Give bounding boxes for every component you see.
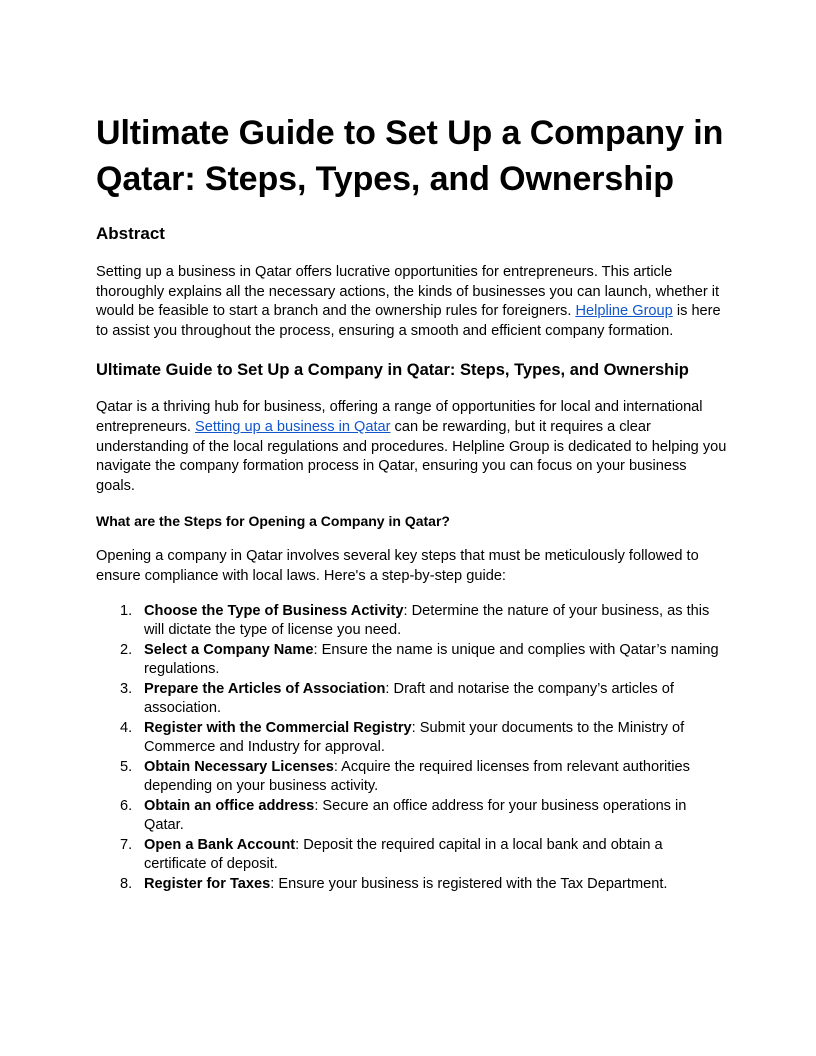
- step-number: 6.: [120, 797, 133, 814]
- section-heading: Ultimate Guide to Set Up a Company in Qatar: Steps, Types, and Ownership: [96, 361, 689, 380]
- helpline-group-link[interactable]: Helpline Group: [575, 303, 673, 320]
- setting-up-business-link[interactable]: Setting up a business in Qatar: [194, 418, 391, 435]
- steps-heading: What are the Steps for Opening a Company in Qatar?: [96, 513, 450, 530]
- step-item: [96, 758, 728, 797]
- step-number: 2.: [120, 641, 133, 658]
- step-item: [96, 875, 728, 895]
- abstract-paragraph: [96, 263, 728, 341]
- step-number: 5.: [120, 758, 133, 775]
- step-term: Prepare the Articles of Association: [144, 680, 386, 697]
- step-item: [96, 797, 728, 836]
- step-number: 8.: [120, 875, 133, 892]
- step-description: : Determine the nature of your business, as this will dictate the type of license you need.: [144, 602, 710, 639]
- steps-list: [96, 602, 728, 895]
- steps-intro-paragraph: Opening a company in Qatar involves several key steps that must be meticulously followed to ensure compliance with local laws. Here's a step-by-step guide:: [96, 548, 699, 584]
- step-number: 7.: [120, 836, 133, 853]
- step-item: [96, 680, 728, 719]
- step-number: 4.: [120, 719, 133, 736]
- step-number: 3.: [120, 680, 133, 697]
- step-term: Open a Bank Account: [144, 836, 296, 853]
- step-description: : Submit your documents to the Ministry of Commerce and Industry for approval.: [144, 719, 685, 756]
- abstract-text-start: Setting up a business in Qatar offers lucrative opportunities for entrepreneurs. This article thoroughly explains all the necessary actions, the kinds of businesses you can launch, whether it would be feasible to start a branch and the ownership rules for foreigners.: [96, 264, 720, 320]
- abstract-heading: Abstract: [96, 224, 165, 243]
- intro-text-end: can be rewarding, but it requires a clear understanding of the local regulations and procedures. Helpline Group is dedicated to helping you navigate the company formation process in Qatar, ensuring you can focus on your business goals.: [96, 418, 727, 494]
- abstract-text-end: is here to assist you throughout the process, ensuring a smooth and efficient company formation.: [96, 303, 721, 339]
- step-item: [96, 836, 728, 875]
- intro-paragraph: [96, 398, 728, 496]
- step-item: [96, 602, 728, 641]
- step-term: Select a Company Name: [144, 641, 314, 658]
- step-term: Obtain an office address: [144, 797, 315, 814]
- step-term: Register with the Commercial Registry: [144, 719, 412, 736]
- step-item: [96, 641, 728, 680]
- intro-text-start: Qatar is a thriving hub for business, offering a range of opportunities for local and international entrepreneurs.: [96, 399, 703, 435]
- document-page: [96, 110, 728, 894]
- step-item: [96, 719, 728, 758]
- document-title: Ultimate Guide to Set Up a Company in Qatar: Steps, Types, and Ownership: [96, 114, 724, 198]
- step-description: : Draft and notarise the company’s articles of association.: [144, 680, 674, 717]
- step-term: Obtain Necessary Licenses: [144, 758, 334, 775]
- step-term: Register for Taxes: [144, 875, 271, 892]
- step-description: : Deposit the required capital in a local bank and obtain a certificate of deposit.: [144, 836, 663, 873]
- step-description: : Ensure your business is registered with the Tax Department.: [270, 875, 668, 892]
- step-description: : Secure an office address for your business operations in Qatar.: [144, 797, 687, 834]
- step-number: 1.: [120, 602, 133, 619]
- step-description: : Acquire the required licenses from relevant authorities depending on your business activity.: [144, 758, 690, 795]
- step-description: : Ensure the name is unique and complies with Qatar’s naming regulations.: [144, 641, 719, 678]
- step-term: Choose the Type of Business Activity: [144, 602, 404, 619]
